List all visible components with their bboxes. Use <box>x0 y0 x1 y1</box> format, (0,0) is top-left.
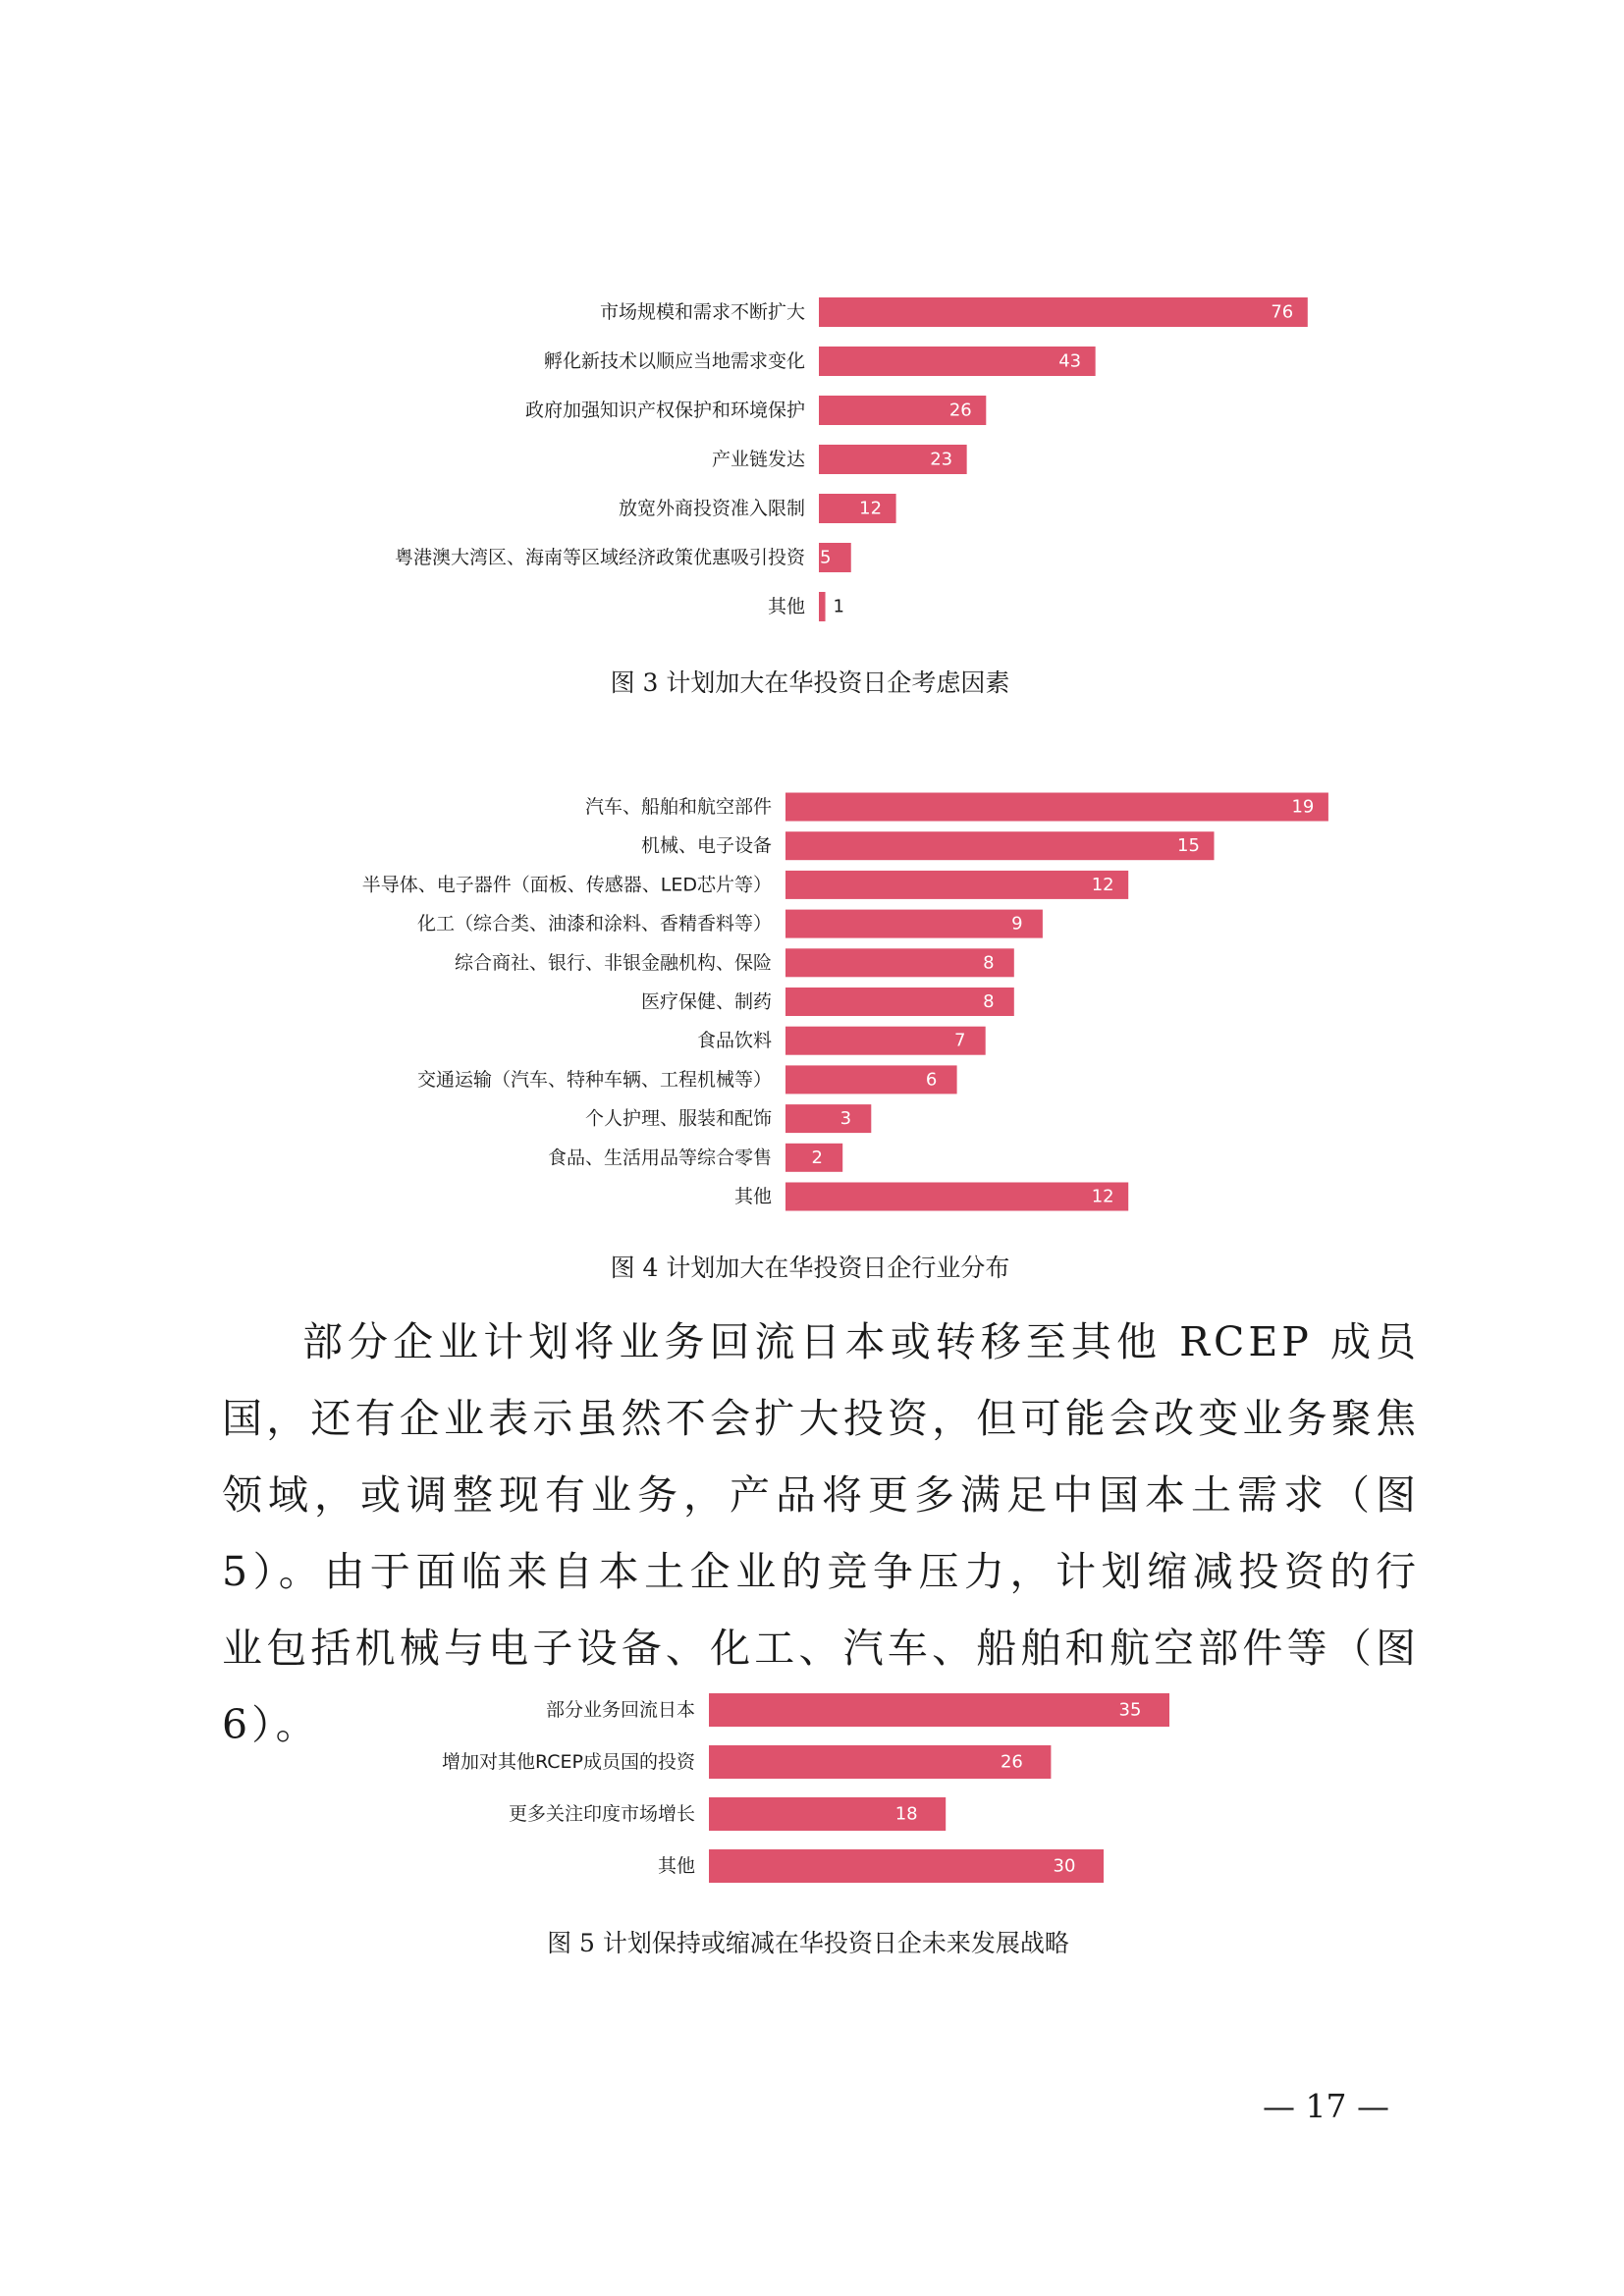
category-label: 市场规模和需求不断扩大 <box>599 301 805 323</box>
value-label: 15 <box>1177 835 1200 857</box>
value-label: 9 <box>1011 913 1023 934</box>
value-label: 30 <box>1053 1855 1076 1877</box>
category-label: 个人护理、服装和配饰 <box>584 1107 772 1130</box>
category-label: 食品饮料 <box>696 1030 772 1052</box>
caption-fig3: 图 3 计划加大在华投资日企考虑因素 <box>610 668 1010 697</box>
value-label: 1 <box>833 596 845 617</box>
value-label: 23 <box>930 449 953 470</box>
category-label: 政府加强知识产权保护和环境保护 <box>524 400 805 421</box>
value-label: 12 <box>1091 874 1114 895</box>
value-label: 26 <box>948 400 972 421</box>
value-label: 26 <box>1000 1751 1023 1773</box>
value-label: 76 <box>1271 301 1294 323</box>
category-label: 放宽外商投资准入限制 <box>618 498 805 519</box>
bar <box>709 1693 1169 1727</box>
category-label: 部分业务回流日本 <box>545 1699 695 1721</box>
category-label: 产业链发达 <box>711 449 805 470</box>
page-number: — 17 — <box>1263 2087 1389 2125</box>
caption-fig5: 图 5 计划保持或缩减在华投资日企未来发展战略 <box>547 1929 1069 1957</box>
category-label: 粤港澳大湾区、海南等区域经济政策优惠吸引投资 <box>394 547 805 568</box>
value-label: 7 <box>953 1030 966 1051</box>
value-label: 19 <box>1291 796 1315 818</box>
caption-fig4: 图 4 计划加大在华投资日企行业分布 <box>610 1254 1010 1282</box>
value-label: 43 <box>1058 350 1082 372</box>
category-label: 半导体、电子器件（面板、传感器、LED芯片等） <box>361 874 772 896</box>
category-label: 增加对其他RCEP成员国的投资 <box>442 1751 695 1773</box>
body-paragraph: 部分企业计划将业务回流日本或转移至其他 RCEP 成员国，还有企业表示虽然不会扩大投资，但可能会改变业务聚焦领域，或调整现有业务，产品将更多满足中国本土需求（图 5）。由于面临来自本土企业的竞争压力，计划缩减投资的行业包括机械与电子设备、化工、汽车、船舶和航空部件等（图 6）。 <box>222 1318 1420 1748</box>
category-label: 汽车、船舶和航空部件 <box>584 796 772 818</box>
category-label: 其他 <box>657 1855 695 1877</box>
category-label: 更多关注印度市场增长 <box>508 1803 695 1825</box>
value-label: 18 <box>894 1803 918 1825</box>
category-label: 其他 <box>733 1186 772 1207</box>
value-label: 8 <box>983 952 995 974</box>
value-label: 35 <box>1118 1699 1142 1721</box>
category-label: 食品、生活用品等综合零售 <box>547 1147 772 1169</box>
value-label: 12 <box>1091 1186 1114 1207</box>
value-label: 5 <box>820 547 832 568</box>
category-label: 化工（综合类、油漆和涂料、香精香料等） <box>416 913 772 935</box>
bar <box>709 1849 1104 1883</box>
category-label: 其他 <box>767 596 805 617</box>
category-label: 医疗保健、制药 <box>640 990 772 1013</box>
value-label: 12 <box>859 498 883 519</box>
value-label: 2 <box>811 1147 823 1168</box>
category-label: 孵化新技术以顺应当地需求变化 <box>543 350 805 372</box>
category-label: 交通运输（汽车、特种车辆、工程机械等） <box>416 1068 772 1091</box>
value-label: 6 <box>925 1069 938 1091</box>
category-label: 机械、电子设备 <box>640 834 772 857</box>
value-label: 8 <box>983 991 995 1012</box>
category-label: 综合商社、银行、非银金融机构、保险 <box>454 951 772 974</box>
value-label: 3 <box>839 1108 852 1130</box>
